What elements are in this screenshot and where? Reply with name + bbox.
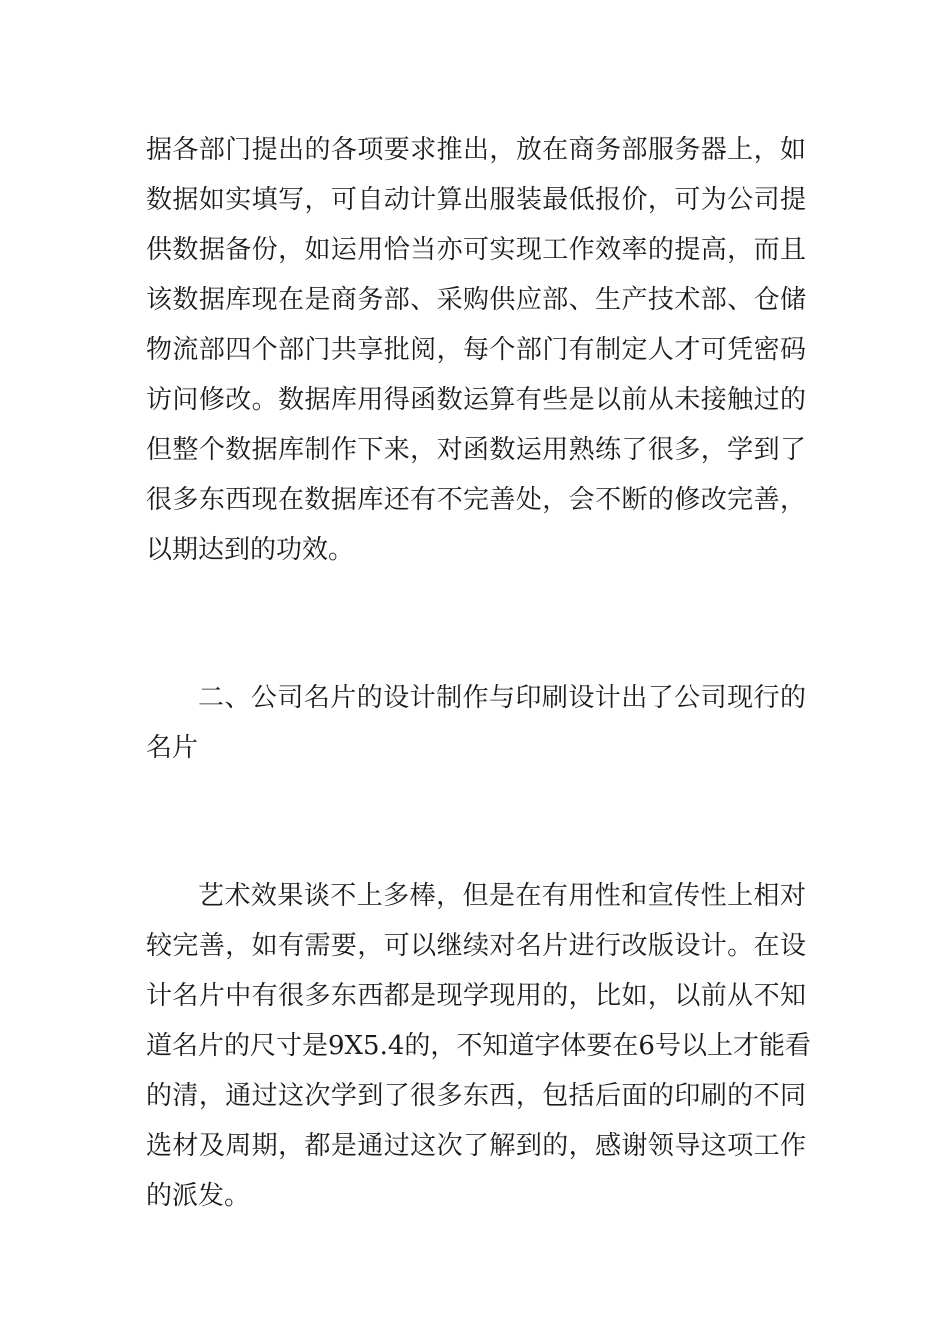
paragraph-1-line-5: 物流部四个部门共享批阅，每个部门有制定人才可凭密码	[146, 335, 806, 365]
paragraph-1-line-1: 据各部门提出的各项要求推出，放在商务部服务器上，如	[146, 135, 806, 165]
paragraph-1-line-7: 但整个数据库制作下来，对函数运用熟练了很多，学到了	[146, 435, 806, 465]
paragraph-3-line-1: 艺术效果谈不上多棒，但是在有用性和宣传性上相对	[198, 881, 806, 911]
section-heading-line-1: 二、公司名片的设计制作与印刷设计出了公司现行的	[198, 683, 806, 713]
paragraph-1-line-3: 供数据备份，如运用恰当亦可实现工作效率的提高，而且	[146, 235, 806, 265]
paragraph-1-line-2: 数据如实填写，可自动计算出服装最低报价，可为公司提	[146, 185, 806, 215]
paragraph-3-line-2: 较完善，如有需要，可以继续对名片进行改版设计。在设	[146, 931, 806, 961]
paragraph-3-line-6: 选材及周期，都是通过这次了解到的，感谢领导这项工作	[146, 1131, 806, 1161]
paragraph-1-line-9: 以期达到的功效。	[146, 535, 355, 565]
section-heading-line-2: 名片	[146, 733, 199, 763]
paragraph-1-line-4: 该数据库现在是商务部、采购供应部、生产技术部、仓储	[146, 285, 806, 315]
paragraph-3-line-3: 计名片中有很多东西都是现学现用的，比如，以前从不知	[146, 981, 806, 1011]
paragraph-3-line-4: 道名片的尺寸是9X5.4的，不知道字体要在6号以上才能看	[146, 1031, 811, 1061]
paragraph-1-line-6: 访问修改。数据库用得函数运算有些是以前从未接触过的	[146, 385, 806, 415]
paragraph-3-line-7: 的派发。	[146, 1181, 251, 1211]
paragraph-3-line-5: 的清，通过这次学到了很多东西，包括后面的印刷的不同	[146, 1081, 806, 1111]
paragraph-1-line-8: 很多东西现在数据库还有不完善处，会不断的修改完善，	[146, 485, 806, 515]
